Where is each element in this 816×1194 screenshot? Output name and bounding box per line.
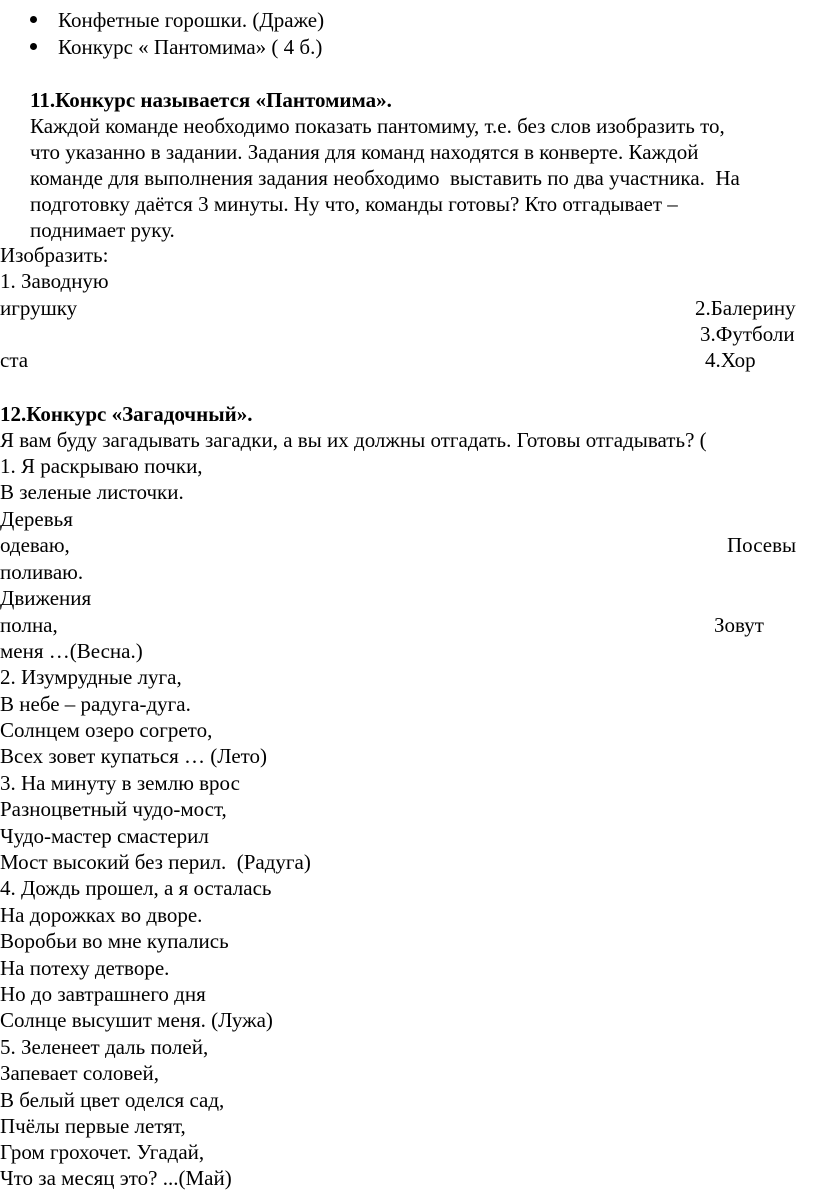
riddle-line: Движения: [0, 586, 92, 610]
paragraph-line: поднимает руку.: [30, 218, 175, 242]
riddle-line: Солнце высушит меня. (Лужа): [0, 1008, 273, 1032]
riddle-line: поливаю.: [0, 560, 84, 584]
paragraph-line: Каждой команде необходимо показать пантомиму, т.е. без слов изобразить то,: [30, 114, 725, 138]
task-label: Изобразить:: [0, 243, 109, 267]
task-item: 2.Балерину: [695, 296, 796, 320]
riddle-line: Зовут: [714, 613, 764, 637]
bullet-item: Конкурс « Пантомима» ( 4 б.): [58, 35, 323, 59]
riddle-line: Деревья: [0, 507, 73, 531]
paragraph-line: что указанно в задании. Задания для команд находятся в конверте. Каждой: [30, 140, 699, 164]
riddle-line: В небе – радуга-дуга.: [0, 692, 191, 716]
riddle-line: 4. Дождь прошел, а я осталась: [0, 876, 272, 900]
riddle-line: Пчёлы первые летят,: [0, 1114, 186, 1138]
riddle-line: В белый цвет оделся сад,: [0, 1088, 225, 1112]
task-item: 1. Заводную: [0, 269, 109, 293]
task-item: 3.Футболи: [700, 322, 795, 346]
bullet-item: Конфетные горошки. (Драже): [58, 8, 325, 32]
riddle-line: Чудо-мастер смастерил: [0, 824, 209, 848]
riddle-line: меня …(Весна.): [0, 639, 143, 663]
task-item: 4.Хор: [705, 348, 756, 372]
riddle-line: Что за месяц это? ...(Май): [0, 1166, 232, 1190]
intro-line: Я вам буду загадывать загадки, а вы их должны отгадать. Готовы отгадывать? (: [0, 428, 707, 452]
riddle-line: полна,: [0, 613, 58, 637]
riddle-line: Мост высокий без перил. (Радуга): [0, 850, 311, 874]
riddle-line: 5. Зеленеет даль полей,: [0, 1035, 209, 1059]
bullet-dot: [30, 43, 37, 50]
riddle-line: одеваю,: [0, 533, 70, 557]
paragraph-line: подготовку даётся 3 минуты. Ну что, команды готовы? Кто отгадывает –: [30, 192, 678, 216]
task-item: игрушку: [0, 296, 78, 320]
section-heading: 11.Конкурс называется «Пантомима».: [30, 88, 392, 112]
riddle-line: Но до завтрашнего дня: [0, 982, 206, 1006]
riddle-line: Воробьи во мне купались: [0, 929, 229, 953]
riddle-line: Разноцветный чудо-мост,: [0, 797, 227, 821]
paragraph-line: команде для выполнения задания необходимо выставить по два участника. На: [30, 166, 740, 190]
section-heading: 12.Конкурс «Загадочный».: [0, 402, 253, 426]
riddle-line: В зеленые листочки.: [0, 480, 184, 504]
riddle-line: 3. На минуту в землю врос: [0, 771, 240, 795]
task-item: ста: [0, 348, 29, 372]
riddle-line: Солнцем озеро согрето,: [0, 718, 213, 742]
riddle-line: Всех зовет купаться … (Лето): [0, 744, 268, 768]
bullet-dot: [30, 16, 37, 23]
riddle-line: Запевает соловей,: [0, 1061, 159, 1085]
riddle-line: На потеху детворе.: [0, 956, 170, 980]
riddle-line: Гром грохочет. Угадай,: [0, 1140, 205, 1164]
riddle-line: На дорожках во дворе.: [0, 903, 203, 927]
riddle-line: 2. Изумрудные луга,: [0, 665, 182, 689]
riddle-line: Посевы: [727, 533, 797, 557]
riddle-line: 1. Я раскрываю почки,: [0, 454, 203, 478]
